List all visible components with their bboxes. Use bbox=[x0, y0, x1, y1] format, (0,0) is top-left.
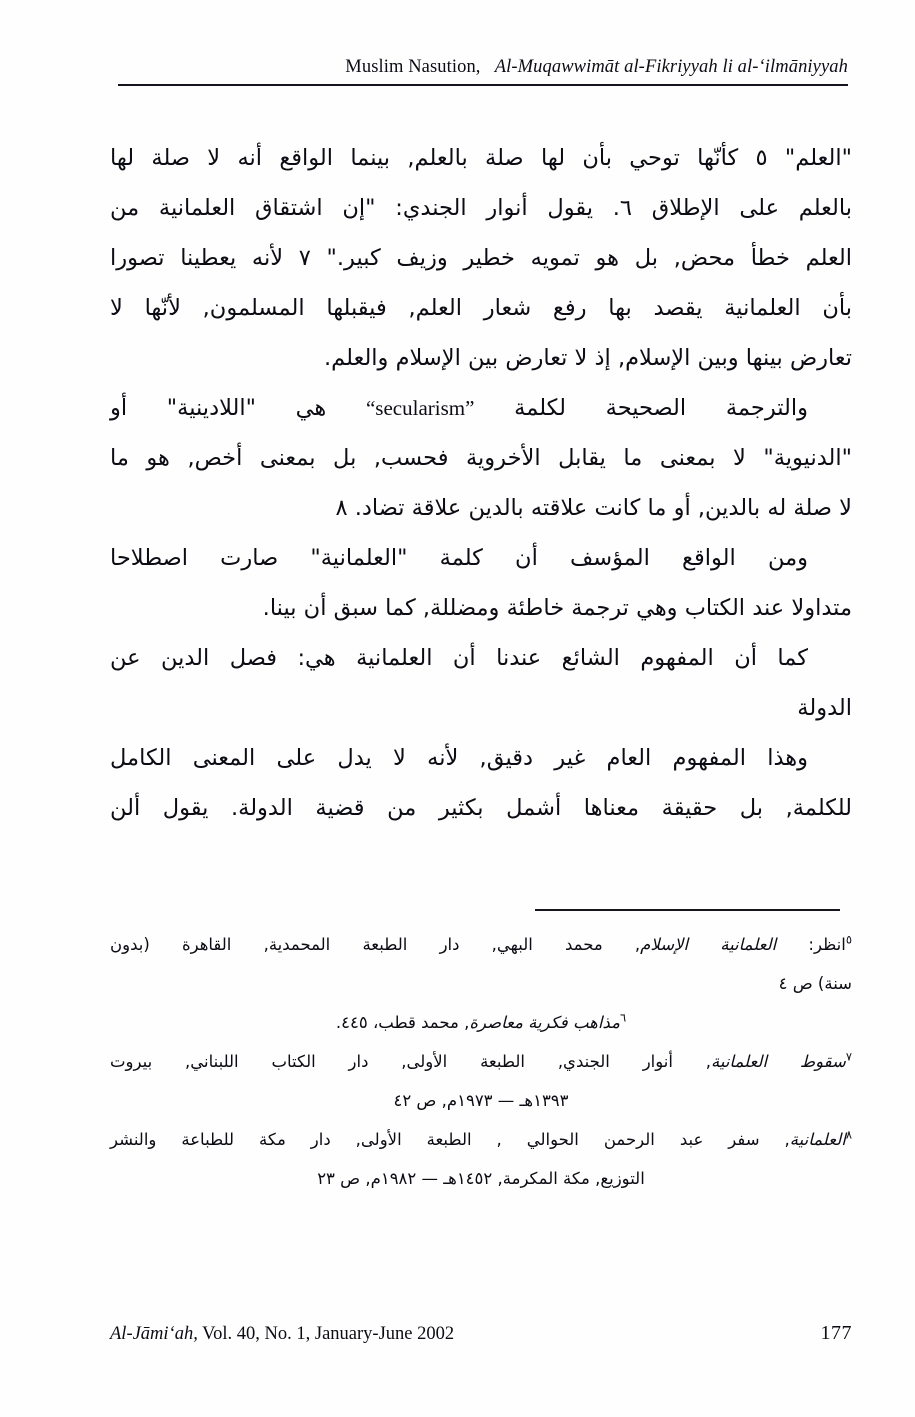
page-number: 177 bbox=[820, 1322, 852, 1344]
footnote-5-marker: ٥ bbox=[845, 932, 852, 947]
paragraph-2-line-3: لا صلة له بالدين, أو ما كانت علاقته بالدين علاقة تضاد. ٨ bbox=[335, 495, 852, 521]
footnote-separator-rule bbox=[535, 909, 840, 911]
paragraph-2-line-1-before: والترجمة الصحيحة لكلمة bbox=[514, 395, 809, 421]
footnote-8-line-2: التوزيع, مكة المكرمة, ١٤٥٢هـ — ١٩٨٢م, ص ٢٣ bbox=[317, 1169, 645, 1188]
footnote-7-line-1 bbox=[110, 1042, 852, 1081]
paragraph-3-line-2: متداولا عند الكتاب وهي ترجمة خاطئة ومضللة, كما سبق أن بينا. bbox=[262, 595, 852, 621]
footnote-8-rest: , سفر عبد الرحمن الحوالي , الطبعة الأولى, دار مكة للطباعة والنشر bbox=[110, 1130, 790, 1149]
paragraph-2-line-1 bbox=[110, 383, 852, 433]
paragraph-4-line-2: الدولة bbox=[797, 695, 852, 721]
paragraph-1-line-4: بأن العلمانية يقصد بها رفع شعار العلم, فيقبلها المسلمون, لأنّها لا bbox=[110, 295, 852, 321]
running-head-title: Al-Muqawwimāt al-Fikriyyah li al-‘ilmāniyyah bbox=[494, 57, 848, 77]
footnote-5 bbox=[110, 925, 852, 1003]
footnote-7-rest: , أنوار الجندي, الطبعة الأولى, دار الكتاب اللبناني, بيروت bbox=[110, 1052, 712, 1071]
page-footer bbox=[110, 1322, 852, 1345]
footnote-7-marker: ٧ bbox=[845, 1049, 852, 1064]
footnote-7 bbox=[110, 1042, 852, 1120]
footnote-6-line-1 bbox=[110, 1003, 852, 1042]
running-head bbox=[118, 57, 848, 78]
footnote-8-marker: ٨ bbox=[845, 1127, 852, 1142]
paragraph-1 bbox=[110, 133, 852, 383]
journal-name: Al-Jāmi‘ah, bbox=[110, 1324, 198, 1344]
footnote-6 bbox=[110, 1003, 852, 1042]
footnote-8-title: العلمانية bbox=[789, 1130, 846, 1149]
footnote-5-rest: , محمد البهي, دار الطبعة المحمدية, القاهرة (بدون bbox=[110, 935, 641, 954]
paragraph-2-line-1-after: هي "اللادينية" أو bbox=[110, 395, 327, 421]
footnote-8-line-1 bbox=[110, 1120, 852, 1159]
paragraph-5-line-2: للكلمة, بل حقيقة معناها أشمل بكثير من قضية الدولة. يقول ألن bbox=[110, 795, 852, 821]
paragraph-5-line-1: وهذا المفهوم العام غير دقيق, لأنه لا يدل على المعنى الكامل bbox=[110, 745, 808, 771]
footnote-8 bbox=[110, 1120, 852, 1198]
footnote-5-line-1 bbox=[110, 925, 852, 964]
footnote-6-marker: ٦ bbox=[619, 1010, 627, 1025]
paragraph-2-line-2: "الدنيوية" لا بمعنى ما يقابل الأخروية فحسب, بل بمعنى أخص, هو ما bbox=[110, 445, 852, 471]
footnote-6-title: مذاهب فكرية معاصرة bbox=[469, 1013, 620, 1032]
running-head-author: Muslim Nasution, bbox=[345, 57, 481, 77]
header-rule bbox=[118, 84, 848, 86]
footnote-7-line-2: ١٣٩٣هـ — ١٩٧٣م, ص ٤٢ bbox=[393, 1091, 569, 1110]
footnote-6-rest: , محمد قطب، ٤٤٥. bbox=[335, 1013, 470, 1032]
paragraph-4-line-1: كما أن المفهوم الشائع عندنا أن العلمانية هي: فصل الدين عن bbox=[110, 645, 808, 671]
paragraph-1-line-2: بالعلم على الإطلاق ٦. يقول أنوار الجندي: "إن اشتقاق العلمانية من bbox=[110, 195, 852, 221]
paragraph-3-line-1: ومن الواقع المؤسف أن كلمة "العلمانية" صارت اصطلاحا bbox=[110, 545, 808, 571]
footnote-7-title: سقوط العلمانية bbox=[711, 1052, 846, 1071]
paragraph-3 bbox=[110, 533, 852, 633]
paragraph-5 bbox=[110, 733, 852, 833]
footnote-5-title: العلمانية الإسلام bbox=[640, 935, 777, 954]
footnote-5-line-2: سنة) ص ٤ bbox=[778, 974, 852, 993]
paragraph-4 bbox=[110, 633, 852, 733]
journal-citation bbox=[110, 1324, 454, 1345]
paragraph-2 bbox=[110, 383, 852, 533]
journal-volume-info: Vol. 40, No. 1, January-June 2002 bbox=[197, 1324, 455, 1344]
paragraph-1-line-1: "العلم" ٥ كأنّها توحي بأن لها صلة بالعلم, بينما الواقع أنه لا صلة لها bbox=[110, 145, 852, 171]
paragraph-1-line-5: تعارض بينها وبين الإسلام, إذ لا تعارض بين الإسلام والعلم. bbox=[324, 345, 852, 371]
footnotes-section bbox=[110, 925, 852, 1198]
secularism-term: “secularism” bbox=[365, 396, 475, 420]
paragraph-1-line-3: العلم خطأ محض, بل هو تمويه خطير وزيف كبير." ٧ لأنه يعطينا تصورا bbox=[110, 245, 852, 271]
body-text bbox=[110, 133, 852, 833]
footnote-5-prefix: انظر: bbox=[776, 935, 846, 954]
